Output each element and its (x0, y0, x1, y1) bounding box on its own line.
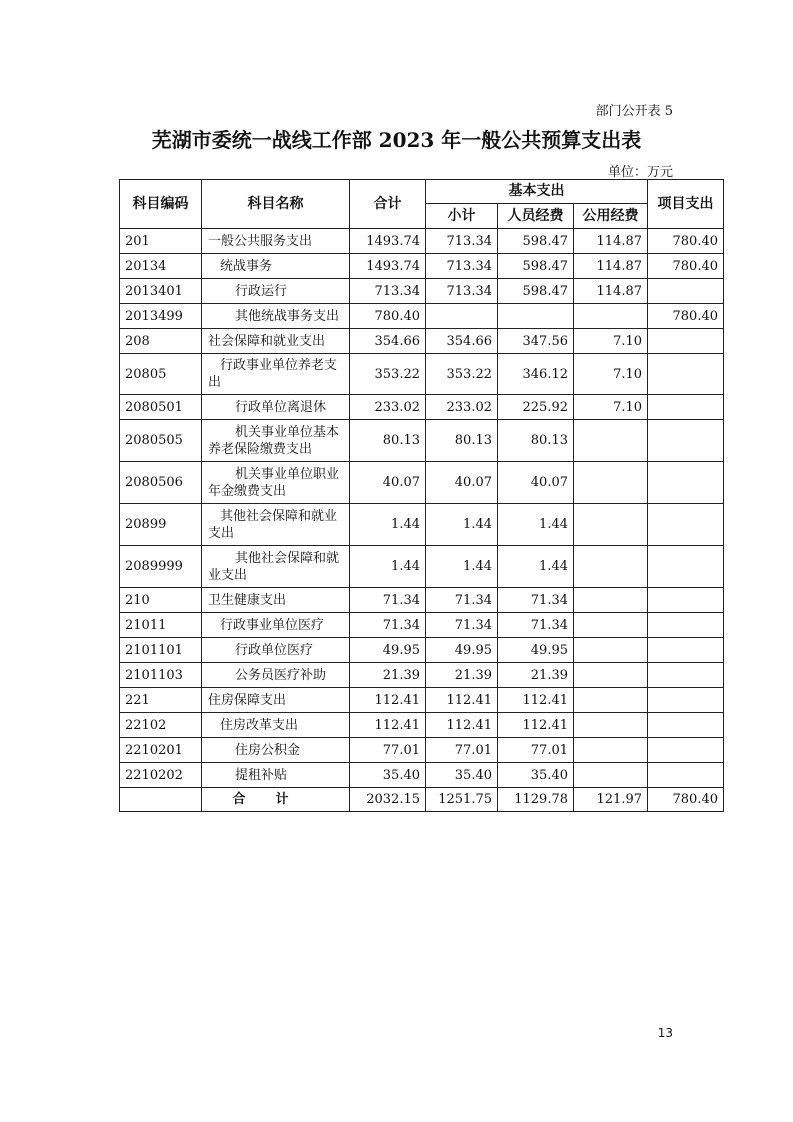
table-row (120, 329, 724, 354)
personnel-cell: 40.07 (498, 462, 574, 504)
public-cell: 7.10 (574, 329, 648, 354)
total-cell: 353.22 (350, 354, 426, 395)
personnel-cell: 71.34 (498, 588, 574, 613)
name-cell: 行政单位医疗 (202, 638, 350, 663)
project-cell (648, 613, 724, 638)
name-cell: 住房保障支出 (202, 688, 350, 713)
public-cell (574, 638, 648, 663)
total-cell: 71.34 (350, 588, 426, 613)
code-cell: 221 (120, 688, 202, 713)
code-cell: 21011 (120, 613, 202, 638)
project-cell: 780.40 (648, 254, 724, 279)
subtotal-cell: 35.40 (426, 763, 498, 788)
subtotal-cell: 1.44 (426, 546, 498, 588)
personnel-cell: 112.41 (498, 713, 574, 738)
project-cell (648, 638, 724, 663)
total-project: 780.40 (648, 788, 724, 812)
project-cell (648, 395, 724, 420)
table-row (120, 713, 724, 738)
project-cell (648, 688, 724, 713)
total-total: 2032.15 (350, 788, 426, 812)
public-cell: 7.10 (574, 395, 648, 420)
name-cell: 统战事务 (202, 254, 350, 279)
project-cell (648, 763, 724, 788)
project-cell (648, 329, 724, 354)
name-cell: 其他统战事务支出 (202, 304, 350, 329)
personnel-cell: 77.01 (498, 738, 574, 763)
name-cell: 一般公共服务支出 (202, 229, 350, 254)
subtotal-cell: 353.22 (426, 354, 498, 395)
unit-label: 单位：万元 (607, 165, 673, 180)
name-cell: 机关事业单位基本养老保险缴费支出 (202, 420, 350, 462)
code-cell: 2080506 (120, 462, 202, 504)
personnel-cell: 347.56 (498, 329, 574, 354)
subtotal-cell: 40.07 (426, 462, 498, 504)
public-cell (574, 462, 648, 504)
total-cell: 112.41 (350, 688, 426, 713)
personnel-cell: 35.40 (498, 763, 574, 788)
table-row (120, 663, 724, 688)
subtotal-cell: 49.95 (426, 638, 498, 663)
public-cell (574, 504, 648, 546)
code-cell: 201 (120, 229, 202, 254)
total-cell: 49.95 (350, 638, 426, 663)
name-cell: 其他社会保障和就业支出 (202, 546, 350, 588)
subtotal-cell: 713.34 (426, 254, 498, 279)
total-cell: 780.40 (350, 304, 426, 329)
header-code: 科目编码 (120, 180, 202, 229)
header-name: 科目名称 (202, 180, 350, 229)
project-cell: 780.40 (648, 304, 724, 329)
personnel-cell: 71.34 (498, 613, 574, 638)
personnel-cell: 1.44 (498, 504, 574, 546)
name-cell: 住房改革支出 (202, 713, 350, 738)
project-cell (648, 663, 724, 688)
project-cell (648, 279, 724, 304)
table-row (120, 546, 724, 588)
public-cell (574, 304, 648, 329)
code-cell: 2013499 (120, 304, 202, 329)
code-cell: 208 (120, 329, 202, 354)
subtotal-cell: 112.41 (426, 713, 498, 738)
project-cell: 780.40 (648, 229, 724, 254)
total-cell: 77.01 (350, 738, 426, 763)
code-cell: 2101101 (120, 638, 202, 663)
total-cell: 1493.74 (350, 254, 426, 279)
table-row (120, 738, 724, 763)
public-cell: 114.87 (574, 279, 648, 304)
public-cell (574, 613, 648, 638)
subtotal-cell: 713.34 (426, 279, 498, 304)
code-cell: 210 (120, 588, 202, 613)
subtotal-cell: 112.41 (426, 688, 498, 713)
personnel-cell: 21.39 (498, 663, 574, 688)
total-cell: 112.41 (350, 713, 426, 738)
subtotal-cell: 713.34 (426, 229, 498, 254)
personnel-cell: 598.47 (498, 254, 574, 279)
name-cell: 机关事业单位职业年金缴费支出 (202, 462, 350, 504)
total-subtotal: 1251.75 (426, 788, 498, 812)
subtotal-cell: 80.13 (426, 420, 498, 462)
header-personnel: 人员经费 (498, 204, 574, 229)
code-cell: 2210202 (120, 763, 202, 788)
name-cell: 行政运行 (202, 279, 350, 304)
header-subtotal: 小计 (426, 204, 498, 229)
personnel-cell: 598.47 (498, 229, 574, 254)
public-cell (574, 688, 648, 713)
total-cell: 233.02 (350, 395, 426, 420)
project-cell (648, 713, 724, 738)
public-cell (574, 738, 648, 763)
personnel-cell (498, 304, 574, 329)
table-row (120, 613, 724, 638)
project-cell (648, 738, 724, 763)
table-row (120, 304, 724, 329)
public-cell (574, 588, 648, 613)
code-cell: 2080501 (120, 395, 202, 420)
name-cell: 其他社会保障和就业支出 (202, 504, 350, 546)
project-cell (648, 588, 724, 613)
total-cell: 1.44 (350, 546, 426, 588)
total-cell: 35.40 (350, 763, 426, 788)
subtotal-cell: 71.34 (426, 588, 498, 613)
total-cell: 1493.74 (350, 229, 426, 254)
total-cell: 40.07 (350, 462, 426, 504)
name-cell: 行政事业单位医疗 (202, 613, 350, 638)
page-number: 13 (657, 1026, 673, 1040)
total-public: 121.97 (574, 788, 648, 812)
name-cell: 卫生健康支出 (202, 588, 350, 613)
subtotal-cell: 1.44 (426, 504, 498, 546)
name-cell: 提租补贴 (202, 763, 350, 788)
name-cell: 住房公积金 (202, 738, 350, 763)
page-title: 芜湖市委统一战线工作部 2023 年一般公共预算支出表 (151, 128, 642, 152)
header-project: 项目支出 (648, 180, 724, 229)
public-cell (574, 420, 648, 462)
personnel-cell: 80.13 (498, 420, 574, 462)
total-cell: 1.44 (350, 504, 426, 546)
project-cell (648, 546, 724, 588)
table-row (120, 638, 724, 663)
subtotal-cell: 354.66 (426, 329, 498, 354)
name-cell: 行政事业单位养老支出 (202, 354, 350, 395)
name-cell: 行政单位离退休 (202, 395, 350, 420)
header-total: 合计 (350, 180, 426, 229)
table-row (120, 229, 724, 254)
project-cell (648, 504, 724, 546)
header-basic: 基本支出 (426, 180, 648, 204)
name-cell: 社会保障和就业支出 (202, 329, 350, 354)
table-row (120, 588, 724, 613)
total-personnel: 1129.78 (498, 788, 574, 812)
total-label: 合计 (202, 788, 350, 812)
total-cell: 354.66 (350, 329, 426, 354)
table-row (120, 504, 724, 546)
code-cell: 20134 (120, 254, 202, 279)
code-cell: 22102 (120, 713, 202, 738)
subtotal-cell (426, 304, 498, 329)
personnel-cell: 225.92 (498, 395, 574, 420)
personnel-cell: 49.95 (498, 638, 574, 663)
public-cell: 114.87 (574, 229, 648, 254)
public-cell: 7.10 (574, 354, 648, 395)
code-cell: 2013401 (120, 279, 202, 304)
public-cell (574, 663, 648, 688)
subtotal-cell: 77.01 (426, 738, 498, 763)
project-cell (648, 420, 724, 462)
table-row (120, 420, 724, 462)
budget-table (119, 179, 724, 812)
code-cell: 2080505 (120, 420, 202, 462)
table-row (120, 395, 724, 420)
total-cell: 71.34 (350, 613, 426, 638)
code-cell: 2210201 (120, 738, 202, 763)
public-cell: 114.87 (574, 254, 648, 279)
table-row (120, 763, 724, 788)
form-number: 部门公开表 5 (595, 104, 673, 119)
header-public: 公用经费 (574, 204, 648, 229)
project-cell (648, 354, 724, 395)
table-body (120, 229, 724, 788)
code-cell: 2089999 (120, 546, 202, 588)
subtotal-cell: 71.34 (426, 613, 498, 638)
project-cell (648, 462, 724, 504)
total-cell: 713.34 (350, 279, 426, 304)
table-row (120, 354, 724, 395)
personnel-cell: 346.12 (498, 354, 574, 395)
public-cell (574, 763, 648, 788)
subtotal-cell: 21.39 (426, 663, 498, 688)
code-cell: 20899 (120, 504, 202, 546)
total-cell: 80.13 (350, 420, 426, 462)
public-cell (574, 713, 648, 738)
table-row (120, 279, 724, 304)
code-cell: 20805 (120, 354, 202, 395)
personnel-cell: 112.41 (498, 688, 574, 713)
name-cell: 公务员医疗补助 (202, 663, 350, 688)
personnel-cell: 1.44 (498, 546, 574, 588)
code-cell: 2101103 (120, 663, 202, 688)
public-cell (574, 546, 648, 588)
total-cell: 21.39 (350, 663, 426, 688)
personnel-cell: 598.47 (498, 279, 574, 304)
total-row (120, 788, 724, 812)
subtotal-cell: 233.02 (426, 395, 498, 420)
total-code-cell (120, 788, 202, 812)
table-row (120, 688, 724, 713)
table-row (120, 462, 724, 504)
table-row (120, 254, 724, 279)
